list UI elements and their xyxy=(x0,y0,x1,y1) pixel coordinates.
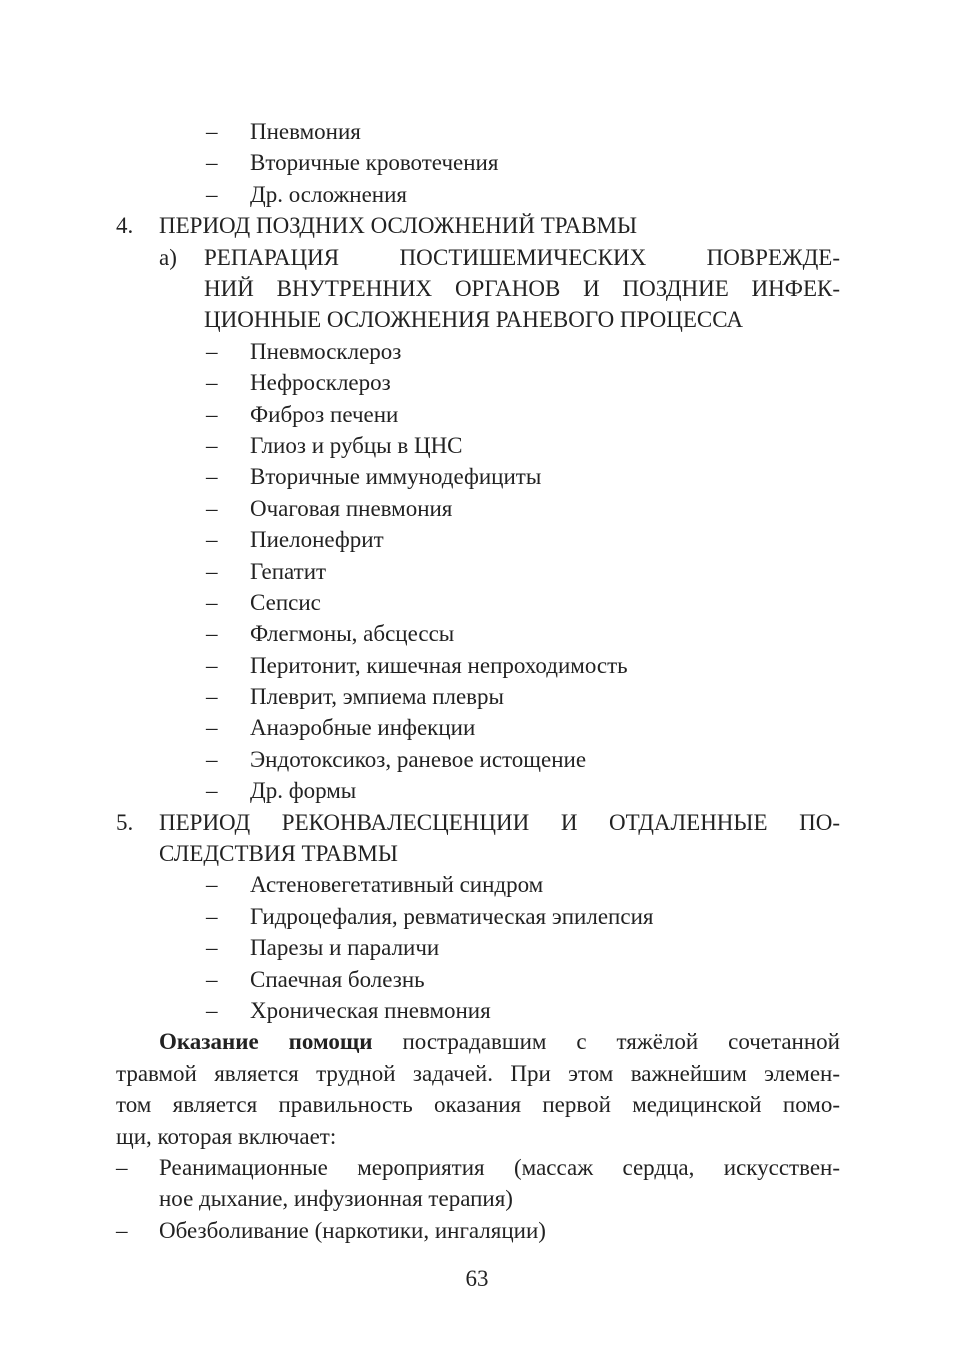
bullet-item xyxy=(116,1215,840,1246)
dash-marker: – xyxy=(206,558,218,584)
list-item: – Нефросклероз xyxy=(116,367,840,398)
bullet-line: Обезболивание (наркотики, ингаляции) xyxy=(159,1217,546,1243)
dash-marker: – xyxy=(206,150,218,176)
dash-marker: – xyxy=(206,715,218,741)
list-item: – Др. осложнения xyxy=(116,179,840,210)
dash-marker: – xyxy=(206,652,218,678)
list-item: – Гепатит xyxy=(116,556,840,587)
list-item: – Флегмоны, абсцессы xyxy=(116,618,840,649)
section-5-list xyxy=(116,869,840,1026)
dash-marker: – xyxy=(206,338,218,364)
dash-marker: – xyxy=(116,1155,128,1181)
dash-marker: – xyxy=(206,621,218,647)
dash-marker: – xyxy=(206,401,218,427)
section-title-line: СЛЕДСТВИЯ ТРАВМЫ xyxy=(159,841,398,867)
section-4-list xyxy=(116,336,840,807)
dash-marker: – xyxy=(206,181,218,207)
list-item: – Эндотоксикоз, раневое истощение xyxy=(116,744,840,775)
list-item: – Спаечная болезнь xyxy=(116,964,840,995)
list-item: – Перитонит, кишечная непроходимость xyxy=(116,650,840,681)
page-number: 63 xyxy=(465,1266,489,1291)
list-item: – Пневмония xyxy=(116,116,840,147)
dash-marker: – xyxy=(206,935,218,961)
body-paragraph xyxy=(116,1026,840,1152)
list-item: – Пневмосклероз xyxy=(116,336,840,367)
dash-marker: – xyxy=(206,464,218,490)
subsection-line: ЦИОННЫЕ ОСЛОЖНЕНИЯ РАНЕВОГО ПРОЦЕССА xyxy=(204,307,744,333)
dash-marker: – xyxy=(206,998,218,1024)
list-item: – Парезы и параличи xyxy=(116,932,840,963)
list-item: – Пиелонефрит xyxy=(116,524,840,555)
bullet-list xyxy=(116,1152,840,1246)
page-content xyxy=(116,116,840,1246)
list-item: – Гидроцефалия, ревматическая эпилепсия xyxy=(116,901,840,932)
dash-marker: – xyxy=(206,966,218,992)
list-item: – Сепсис xyxy=(116,587,840,618)
list-item: – Фиброз печени xyxy=(116,399,840,430)
bullet-line: ное дыхание, инфузионная терапия) xyxy=(159,1186,513,1212)
dash-marker: – xyxy=(206,684,218,710)
list-item: – Вторичные иммунодефициты xyxy=(116,461,840,492)
bold-lead: Оказание помощи xyxy=(159,1029,373,1055)
dash-marker: – xyxy=(206,119,218,144)
list-item: – Хроническая пневмония xyxy=(116,995,840,1026)
section-number: 4. xyxy=(116,213,134,239)
paragraph-line: щи, которая включает: xyxy=(116,1123,337,1149)
dash-marker: – xyxy=(206,432,218,458)
subsection-line: НИЙ ВНУТРЕННИХ ОРГАНОВ И ПОЗДНИЕ ИНФЕК- xyxy=(204,275,840,301)
dash-marker: – xyxy=(206,589,218,615)
bullet-line: Реанимационные мероприятия (массаж сердца, искусствен- xyxy=(159,1155,840,1181)
dash-marker: – xyxy=(206,872,218,898)
paragraph-line: том является правильность оказания первой медицинской помо- xyxy=(116,1092,840,1118)
section-title-line: ПЕРИОД РЕКОНВАЛЕСЦЕНЦИИ И ОТДАЛЕННЫЕ ПО- xyxy=(159,809,840,835)
dash-marker: – xyxy=(206,903,218,929)
list-item: – Плеврит, эмпиема плевры xyxy=(116,681,840,712)
subsection-a-heading xyxy=(116,242,840,336)
list-item: – Анаэробные инфекции xyxy=(116,712,840,743)
section-5-heading xyxy=(116,807,840,870)
list-item: – Очаговая пневмония xyxy=(116,493,840,524)
list-item: – Др. формы xyxy=(116,775,840,806)
dash-marker: – xyxy=(206,746,218,772)
dash-marker: – xyxy=(206,527,218,553)
list-item: – Глиоз и рубцы в ЦНС xyxy=(116,430,840,461)
dash-marker: – xyxy=(206,778,218,804)
subsection-letter: а) xyxy=(159,244,177,270)
list-item: – Вторичные кровотечения xyxy=(116,147,840,178)
dash-marker: – xyxy=(116,1217,128,1243)
dash-marker: – xyxy=(206,370,218,396)
section-number: 5. xyxy=(116,809,134,835)
section-title: ПЕРИОД ПОЗДНИХ ОСЛОЖНЕНИЙ ТРАВМЫ xyxy=(159,213,638,239)
paragraph-line: травмой является трудной задачей. При этом важнейшим элемен- xyxy=(116,1060,840,1086)
section-4-heading xyxy=(116,210,840,241)
subsection-line: РЕПАРАЦИЯ ПОСТИШЕМИЧЕСКИХ ПОВРЕЖДЕ- xyxy=(204,244,840,270)
dash-marker: – xyxy=(206,495,218,521)
top-list xyxy=(116,116,840,210)
paragraph-line: Оказание помощи пострадавшим с тяжёлой сочетанной xyxy=(159,1029,840,1055)
bullet-item xyxy=(116,1152,840,1215)
list-item: – Астеновегетативный синдром xyxy=(116,869,840,900)
